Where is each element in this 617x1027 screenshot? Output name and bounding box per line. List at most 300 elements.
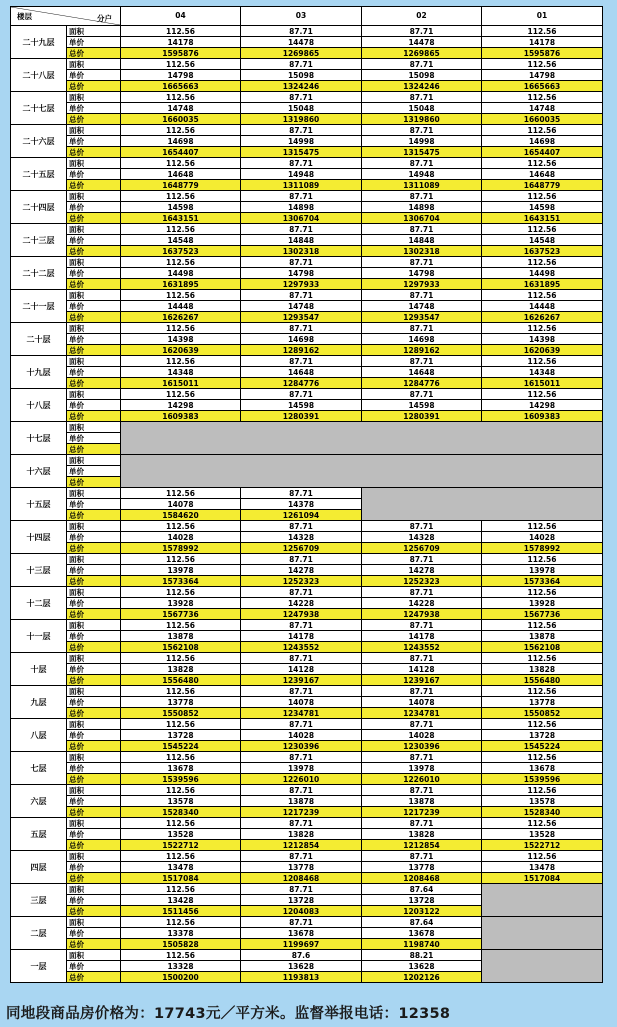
- row-label-total: 总价: [67, 774, 121, 785]
- table-row: [11, 378, 603, 389]
- table-row: [11, 950, 603, 961]
- unit-price-cell: 14798: [121, 70, 241, 81]
- area-cell: 87.71: [362, 323, 482, 334]
- row-label-area: 面积: [67, 851, 121, 862]
- floor-label: 十三层: [11, 554, 67, 587]
- unit-price-cell: 14498: [482, 268, 603, 279]
- total-cell: 1511456: [121, 906, 241, 917]
- total-cell: 1517084: [482, 873, 603, 884]
- area-cell: 112.56: [121, 356, 241, 367]
- total-cell: 1626267: [121, 312, 241, 323]
- total-cell: 1595876: [482, 48, 603, 59]
- unit-price-cell: 14548: [482, 235, 603, 246]
- unit-price-cell: 13478: [482, 862, 603, 873]
- floor-label: 二十三层: [11, 224, 67, 257]
- unit-price-cell: 14948: [362, 169, 482, 180]
- floor-label: 二十九层: [11, 26, 67, 59]
- area-cell: 112.56: [482, 290, 603, 301]
- unit-price-cell: 14598: [241, 400, 362, 411]
- row-label-area: 面积: [67, 455, 121, 466]
- area-cell: 112.56: [482, 92, 603, 103]
- table-row: [11, 290, 603, 301]
- total-cell: 1280391: [362, 411, 482, 422]
- row-label-unit-price: 单价: [67, 499, 121, 510]
- table-row: [11, 774, 603, 785]
- unit-price-cell: 13828: [362, 829, 482, 840]
- total-cell: 1199697: [241, 939, 362, 950]
- row-label-total: 总价: [67, 642, 121, 653]
- area-cell: 112.56: [482, 719, 603, 730]
- row-label-area: 面积: [67, 653, 121, 664]
- unavailable-cell: [362, 488, 603, 521]
- area-cell: 112.56: [121, 92, 241, 103]
- total-cell: 1522712: [482, 840, 603, 851]
- table-row: [11, 356, 603, 367]
- area-cell: 87.71: [241, 125, 362, 136]
- total-cell: 1243552: [241, 642, 362, 653]
- row-label-unit-price: 单价: [67, 697, 121, 708]
- table-row: [11, 48, 603, 59]
- table-row: [11, 312, 603, 323]
- floor-label: 二十四层: [11, 191, 67, 224]
- row-label-total: 总价: [67, 114, 121, 125]
- row-label-total: 总价: [67, 840, 121, 851]
- area-cell: 112.56: [482, 686, 603, 697]
- total-cell: 1567736: [482, 609, 603, 620]
- unit-header: 03: [241, 7, 362, 26]
- row-label-total: 总价: [67, 543, 121, 554]
- area-cell: 112.56: [482, 653, 603, 664]
- unit-price-cell: 14698: [362, 334, 482, 345]
- area-cell: 87.71: [362, 818, 482, 829]
- unit-price-cell: 13528: [121, 829, 241, 840]
- area-cell: 87.71: [241, 719, 362, 730]
- floor-label: 十层: [11, 653, 67, 686]
- row-label-unit-price: 单价: [67, 433, 121, 444]
- unit-price-cell: 13678: [241, 928, 362, 939]
- total-cell: 1203122: [362, 906, 482, 917]
- area-cell: 87.71: [241, 653, 362, 664]
- unit-price-cell: 14598: [362, 400, 482, 411]
- row-label-unit-price: 单价: [67, 631, 121, 642]
- total-cell: 1243552: [362, 642, 482, 653]
- unit-price-cell: 13678: [482, 763, 603, 774]
- unit-price-cell: 14078: [362, 697, 482, 708]
- row-label-area: 面积: [67, 422, 121, 433]
- table-row: [11, 103, 603, 114]
- row-label-area: 面积: [67, 59, 121, 70]
- row-label-area: 面积: [67, 554, 121, 565]
- total-cell: 1620639: [121, 345, 241, 356]
- unit-price-cell: 14648: [362, 367, 482, 378]
- total-cell: 1239167: [362, 675, 482, 686]
- total-cell: 1284776: [241, 378, 362, 389]
- table-row: [11, 279, 603, 290]
- total-cell: 1193813: [241, 972, 362, 983]
- unit-price-cell: 14128: [241, 664, 362, 675]
- table-row: [11, 37, 603, 48]
- area-cell: 87.71: [362, 125, 482, 136]
- row-label-area: 面积: [67, 92, 121, 103]
- total-cell: 1226010: [362, 774, 482, 785]
- area-cell: 112.56: [482, 554, 603, 565]
- table-row: [11, 829, 603, 840]
- unit-price-cell: 13728: [121, 730, 241, 741]
- unit-price-cell: 13678: [362, 928, 482, 939]
- unit-price-cell: 15048: [362, 103, 482, 114]
- area-cell: 87.71: [241, 290, 362, 301]
- total-cell: 1665663: [121, 81, 241, 92]
- total-cell: 1204083: [241, 906, 362, 917]
- unit-price-cell: 14128: [362, 664, 482, 675]
- area-cell: 112.56: [121, 389, 241, 400]
- area-cell: 87.71: [362, 785, 482, 796]
- row-label-unit-price: 单价: [67, 598, 121, 609]
- unit-price-cell: 15098: [241, 70, 362, 81]
- row-label-area: 面积: [67, 752, 121, 763]
- area-cell: 87.71: [362, 356, 482, 367]
- floor-label: 十一层: [11, 620, 67, 653]
- area-cell: 112.56: [121, 290, 241, 301]
- row-label-unit-price: 单价: [67, 829, 121, 840]
- unit-price-cell: 13628: [241, 961, 362, 972]
- table-row: [11, 818, 603, 829]
- area-cell: 87.71: [241, 92, 362, 103]
- area-cell: 112.56: [482, 620, 603, 631]
- table-row: [11, 389, 603, 400]
- table-row: [11, 114, 603, 125]
- unit-price-cell: 14478: [362, 37, 482, 48]
- total-cell: 1212854: [241, 840, 362, 851]
- area-cell: 87.6: [241, 950, 362, 961]
- area-cell: 87.71: [362, 92, 482, 103]
- row-label-total: 总价: [67, 312, 121, 323]
- floor-label: 九层: [11, 686, 67, 719]
- header-corner-cell: [11, 7, 121, 26]
- total-cell: 1609383: [482, 411, 603, 422]
- row-label-area: 面积: [67, 719, 121, 730]
- unit-price-cell: 14298: [121, 400, 241, 411]
- table-row: [11, 400, 603, 411]
- row-label-total: 总价: [67, 708, 121, 719]
- unit-price-cell: 13728: [362, 895, 482, 906]
- table-row: [11, 554, 603, 565]
- total-cell: 1545224: [482, 741, 603, 752]
- unit-price-cell: 13428: [121, 895, 241, 906]
- unit-price-cell: 13478: [121, 862, 241, 873]
- table-row: [11, 631, 603, 642]
- floor-label: 二十五层: [11, 158, 67, 191]
- table-row: [11, 686, 603, 697]
- table-row: [11, 257, 603, 268]
- total-cell: 1539596: [121, 774, 241, 785]
- unit-price-cell: 14748: [362, 301, 482, 312]
- area-cell: 112.56: [482, 587, 603, 598]
- table-row: [11, 213, 603, 224]
- floor-label: 十四层: [11, 521, 67, 554]
- unit-price-cell: 14898: [241, 202, 362, 213]
- unit-price-cell: 13578: [482, 796, 603, 807]
- area-cell: 112.56: [482, 818, 603, 829]
- table-row: [11, 180, 603, 191]
- area-cell: 112.56: [121, 587, 241, 598]
- row-label-area: 面积: [67, 917, 121, 928]
- unit-price-cell: 14848: [241, 235, 362, 246]
- unit-price-cell: 14598: [121, 202, 241, 213]
- table-row: [11, 147, 603, 158]
- row-label-unit-price: 单价: [67, 301, 121, 312]
- table-row: [11, 543, 603, 554]
- unit-price-cell: 13878: [241, 796, 362, 807]
- row-label-unit-price: 单价: [67, 37, 121, 48]
- row-label-area: 面积: [67, 323, 121, 334]
- area-cell: 87.71: [362, 620, 482, 631]
- area-cell: 87.71: [241, 620, 362, 631]
- footer-note: 同地段商品房价格为：17743元／平方米。监督举报电话：12358: [6, 1006, 451, 1022]
- unit-price-cell: 13778: [482, 697, 603, 708]
- total-cell: 1252323: [362, 576, 482, 587]
- table-row: [11, 301, 603, 312]
- row-label-total: 总价: [67, 345, 121, 356]
- total-cell: 1567736: [121, 609, 241, 620]
- total-cell: 1256709: [241, 543, 362, 554]
- area-cell: 87.71: [362, 290, 482, 301]
- table-row: [11, 598, 603, 609]
- area-cell: 112.56: [482, 521, 603, 532]
- area-cell: 112.56: [121, 653, 241, 664]
- unit-price-cell: 13628: [362, 961, 482, 972]
- row-label-unit-price: 单价: [67, 136, 121, 147]
- total-cell: 1289162: [241, 345, 362, 356]
- area-cell: 112.56: [482, 224, 603, 235]
- unit-price-cell: 14798: [482, 70, 603, 81]
- unit-price-cell: 14178: [482, 37, 603, 48]
- row-label-total: 总价: [67, 477, 121, 488]
- table-row: [11, 334, 603, 345]
- total-cell: 1226010: [241, 774, 362, 785]
- row-label-unit-price: 单价: [67, 664, 121, 675]
- total-cell: 1556480: [482, 675, 603, 686]
- row-label-area: 面积: [67, 686, 121, 697]
- row-label-area: 面积: [67, 587, 121, 598]
- total-cell: 1230396: [362, 741, 482, 752]
- total-cell: 1643151: [121, 213, 241, 224]
- area-cell: 112.56: [121, 521, 241, 532]
- floor-label: 十五层: [11, 488, 67, 521]
- row-label-area: 面积: [67, 785, 121, 796]
- total-cell: 1550852: [482, 708, 603, 719]
- total-cell: 1234781: [241, 708, 362, 719]
- table-row: [11, 862, 603, 873]
- floor-label: 十九层: [11, 356, 67, 389]
- row-label-total: 总价: [67, 510, 121, 521]
- row-label-unit-price: 单价: [67, 169, 121, 180]
- table-row: [11, 411, 603, 422]
- unit-price-cell: 14328: [241, 532, 362, 543]
- table-row: [11, 345, 603, 356]
- unit-price-cell: 14078: [241, 697, 362, 708]
- unit-price-cell: 14598: [482, 202, 603, 213]
- total-cell: 1578992: [482, 543, 603, 554]
- area-cell: 87.71: [362, 554, 482, 565]
- total-cell: 1654407: [121, 147, 241, 158]
- total-cell: 1315475: [241, 147, 362, 158]
- table-row: [11, 642, 603, 653]
- unavailable-cell: [482, 884, 603, 917]
- area-cell: 112.56: [482, 851, 603, 862]
- unit-header-label: 分户: [97, 14, 112, 23]
- area-cell: 112.56: [121, 884, 241, 895]
- area-cell: 112.56: [482, 389, 603, 400]
- total-cell: 1324246: [241, 81, 362, 92]
- unit-price-cell: 14998: [362, 136, 482, 147]
- table-row: [11, 367, 603, 378]
- row-label-area: 面积: [67, 290, 121, 301]
- total-cell: 1217239: [241, 807, 362, 818]
- row-label-total: 总价: [67, 576, 121, 587]
- total-cell: 1198740: [362, 939, 482, 950]
- row-label-unit-price: 单价: [67, 367, 121, 378]
- table-row: [11, 565, 603, 576]
- floor-label: 二十层: [11, 323, 67, 356]
- row-label-total: 总价: [67, 147, 121, 158]
- unit-price-cell: 13878: [362, 796, 482, 807]
- table-row: [11, 521, 603, 532]
- unit-price-cell: 13978: [362, 763, 482, 774]
- unit-price-cell: 14748: [482, 103, 603, 114]
- row-label-total: 总价: [67, 807, 121, 818]
- area-cell: 87.71: [362, 59, 482, 70]
- area-cell: 112.56: [121, 224, 241, 235]
- total-cell: 1289162: [362, 345, 482, 356]
- area-cell: 112.56: [482, 125, 603, 136]
- table-row: [11, 851, 603, 862]
- area-cell: 87.71: [362, 191, 482, 202]
- unit-price-cell: 13978: [241, 763, 362, 774]
- area-cell: 112.56: [121, 752, 241, 763]
- area-cell: 87.71: [362, 521, 482, 532]
- row-label-unit-price: 单价: [67, 70, 121, 81]
- area-cell: 87.71: [241, 686, 362, 697]
- unit-price-cell: 13778: [121, 697, 241, 708]
- unit-price-cell: 14228: [362, 598, 482, 609]
- total-cell: 1297933: [362, 279, 482, 290]
- total-cell: 1293547: [241, 312, 362, 323]
- unit-price-cell: 15098: [362, 70, 482, 81]
- row-label-area: 面积: [67, 389, 121, 400]
- total-cell: 1284776: [362, 378, 482, 389]
- total-cell: 1615011: [482, 378, 603, 389]
- total-cell: 1208468: [241, 873, 362, 884]
- unit-price-cell: 14748: [121, 103, 241, 114]
- total-cell: 1660035: [482, 114, 603, 125]
- area-cell: 87.71: [362, 158, 482, 169]
- total-cell: 1615011: [121, 378, 241, 389]
- table-row: [11, 136, 603, 147]
- area-cell: 87.71: [362, 653, 482, 664]
- floor-label: 七层: [11, 752, 67, 785]
- floor-label: 十七层: [11, 422, 67, 455]
- total-cell: 1256709: [362, 543, 482, 554]
- unit-price-cell: 14898: [362, 202, 482, 213]
- unit-price-cell: 14648: [482, 169, 603, 180]
- area-cell: 87.71: [241, 554, 362, 565]
- row-label-unit-price: 单价: [67, 862, 121, 873]
- row-label-area: 面积: [67, 191, 121, 202]
- total-cell: 1573364: [121, 576, 241, 587]
- total-cell: 1648779: [482, 180, 603, 191]
- row-label-total: 总价: [67, 675, 121, 686]
- total-cell: 1522712: [121, 840, 241, 851]
- unit-price-cell: 14348: [482, 367, 603, 378]
- row-label-total: 总价: [67, 213, 121, 224]
- area-cell: 87.71: [241, 158, 362, 169]
- row-label-total: 总价: [67, 48, 121, 59]
- row-label-unit-price: 单价: [67, 532, 121, 543]
- area-cell: 87.71: [362, 851, 482, 862]
- row-label-unit-price: 单价: [67, 334, 121, 345]
- table-row: [11, 620, 603, 631]
- area-cell: 87.71: [362, 389, 482, 400]
- total-cell: 1500200: [121, 972, 241, 983]
- area-cell: 87.64: [362, 884, 482, 895]
- total-cell: 1528340: [121, 807, 241, 818]
- area-cell: 87.71: [362, 224, 482, 235]
- row-label-total: 总价: [67, 81, 121, 92]
- total-cell: 1631895: [121, 279, 241, 290]
- unit-price-cell: 14848: [362, 235, 482, 246]
- unit-price-cell: 14348: [121, 367, 241, 378]
- unit-price-cell: 14498: [121, 268, 241, 279]
- total-cell: 1584620: [121, 510, 241, 521]
- floor-label: 二十七层: [11, 92, 67, 125]
- unit-header: 01: [482, 7, 603, 26]
- table-row: [11, 752, 603, 763]
- table-row: [11, 59, 603, 70]
- row-label-total: 总价: [67, 609, 121, 620]
- table-row: [11, 719, 603, 730]
- total-cell: 1665663: [482, 81, 603, 92]
- unit-price-cell: 14698: [241, 334, 362, 345]
- unit-price-cell: 14028: [121, 532, 241, 543]
- unit-price-cell: 13828: [482, 664, 603, 675]
- table-row: [11, 125, 603, 136]
- row-label-unit-price: 单价: [67, 895, 121, 906]
- row-label-unit-price: 单价: [67, 235, 121, 246]
- row-label-area: 面积: [67, 818, 121, 829]
- floor-label: 二层: [11, 917, 67, 950]
- unit-price-cell: 13528: [482, 829, 603, 840]
- area-cell: 112.56: [121, 818, 241, 829]
- row-label-area: 面积: [67, 356, 121, 367]
- total-cell: 1517084: [121, 873, 241, 884]
- area-cell: 112.56: [482, 752, 603, 763]
- unit-price-cell: 13928: [121, 598, 241, 609]
- table-row: [11, 92, 603, 103]
- total-cell: 1302318: [241, 246, 362, 257]
- unit-price-cell: 14948: [241, 169, 362, 180]
- area-cell: 87.71: [241, 884, 362, 895]
- area-cell: 87.71: [241, 224, 362, 235]
- area-cell: 87.71: [241, 917, 362, 928]
- row-label-area: 面积: [67, 620, 121, 631]
- total-cell: 1626267: [482, 312, 603, 323]
- area-cell: 112.56: [482, 191, 603, 202]
- area-cell: 112.56: [482, 356, 603, 367]
- table-row: [11, 191, 603, 202]
- area-cell: 87.71: [241, 389, 362, 400]
- area-cell: 112.56: [121, 323, 241, 334]
